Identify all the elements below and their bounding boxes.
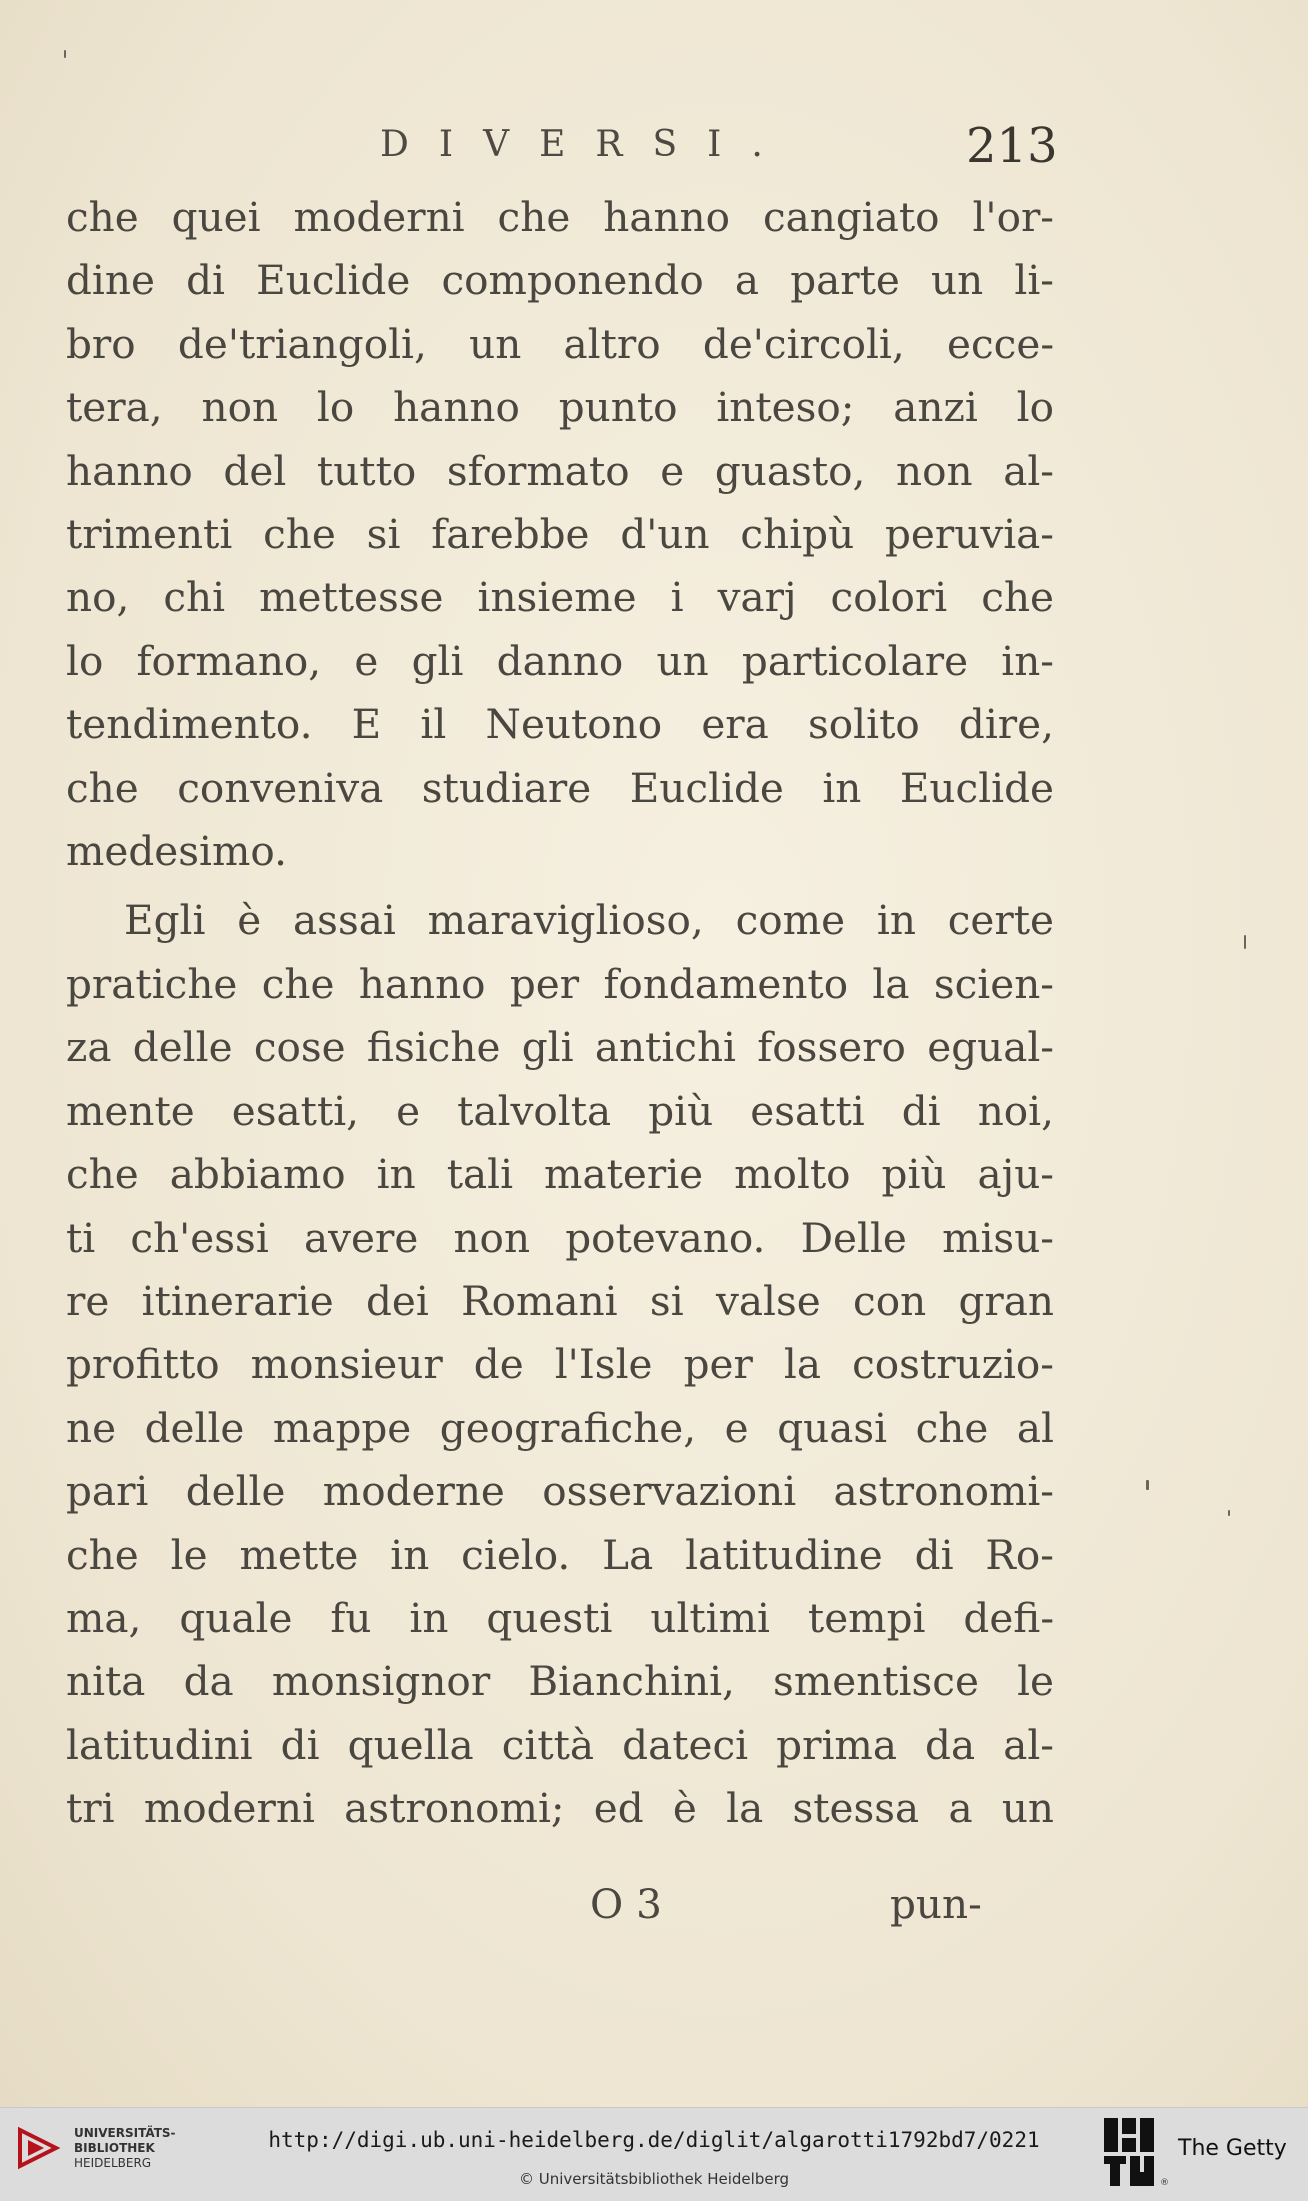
text-line: no, chi mettesse insieme i varj colori che — [66, 573, 1054, 622]
text-line: mente esatti, e talvolta più esatti di noi, — [66, 1086, 1054, 1135]
text-line: trimenti che si farebbe d'un chipù peruvia- — [66, 510, 1054, 559]
text-line: nita da monsignor Bianchini, smentisce le — [66, 1657, 1054, 1706]
paper-speck — [64, 50, 66, 58]
text-line: tendimento. E il Neutono era solito dire, — [66, 700, 1054, 749]
text-line: che quei moderni che hanno cangiato l'or- — [66, 193, 1054, 241]
page-number: 213 — [966, 118, 1058, 174]
text-line: ti ch'essi avere non potevano. Delle misu- — [66, 1213, 1054, 1262]
text-line: che abbiamo in tali materie molto più aju- — [66, 1150, 1054, 1199]
institution-line: UNIVERSITÄTS- — [74, 2126, 176, 2140]
registered-mark: ® — [1160, 2178, 1169, 2188]
running-head: DIVERSI. — [380, 124, 793, 165]
text-line: hanno del tutto sformato e guasto, non al- — [66, 446, 1054, 495]
text-line: che le mette in cielo. La latitudine di Ro- — [66, 1530, 1054, 1579]
text-line: che conveniva studiare Euclide in Euclide — [66, 763, 1054, 812]
text-line: tri moderni astronomi; ed è la stessa a un — [66, 1784, 1054, 1833]
text-line: dine di Euclide componendo a parte un li- — [66, 256, 1054, 305]
institution-line: BIBLIOTHEK — [74, 2141, 155, 2155]
digitization-footer — [0, 2107, 1308, 2201]
paper-speck — [1146, 1480, 1149, 1490]
catchword: pun- — [890, 1880, 982, 1928]
institution-line: HEIDELBERG — [74, 2156, 152, 2170]
paper-speck — [1244, 935, 1246, 949]
text-line: Egli è assai maraviglioso, come in certe — [124, 896, 1054, 945]
permalink-url[interactable]: http://digi.ub.uni-heidelberg.de/diglit/algarotti1792bd7/0221 — [268, 2128, 1040, 2152]
text-line: tera, non lo hanno punto inteso; anzi lo — [66, 383, 1054, 432]
copyright-notice: © Universitätsbibliothek Heidelberg — [518, 2170, 789, 2188]
text-line: ma, quale fu in questi ultimi tempi defi- — [66, 1593, 1054, 1642]
text-line: bro de'triangoli, un altro de'circoli, ecce- — [66, 319, 1054, 368]
body-text — [66, 186, 1054, 1841]
text-line: pratiche che hanno per fondamento la scien- — [66, 959, 1054, 1008]
getty-logo-icon[interactable] — [1102, 2116, 1156, 2188]
text-line: za delle cose fisiche gli antichi fossero egual- — [66, 1023, 1054, 1072]
text-line: lo formano, e gli danno un particolare in- — [66, 636, 1054, 685]
text-line: medesimo. — [66, 827, 287, 876]
page-foot — [0, 1880, 1308, 1940]
paper-speck — [1228, 1510, 1230, 1516]
partner-name: The Getty — [1178, 2136, 1287, 2161]
text-line: profitto monsieur de l'Isle per la costruzio- — [66, 1340, 1054, 1389]
signature-mark: O 3 — [590, 1880, 662, 1928]
text-line: re itinerarie dei Romani si valse con gran — [66, 1276, 1054, 1325]
text-line: pari delle moderne osservazioni astronomi- — [66, 1467, 1054, 1516]
text-line: ne delle mappe geografiche, e quasi che al — [66, 1403, 1054, 1452]
text-line: latitudini di quella città dateci prima da al- — [66, 1720, 1054, 1769]
page-header — [0, 118, 1308, 178]
